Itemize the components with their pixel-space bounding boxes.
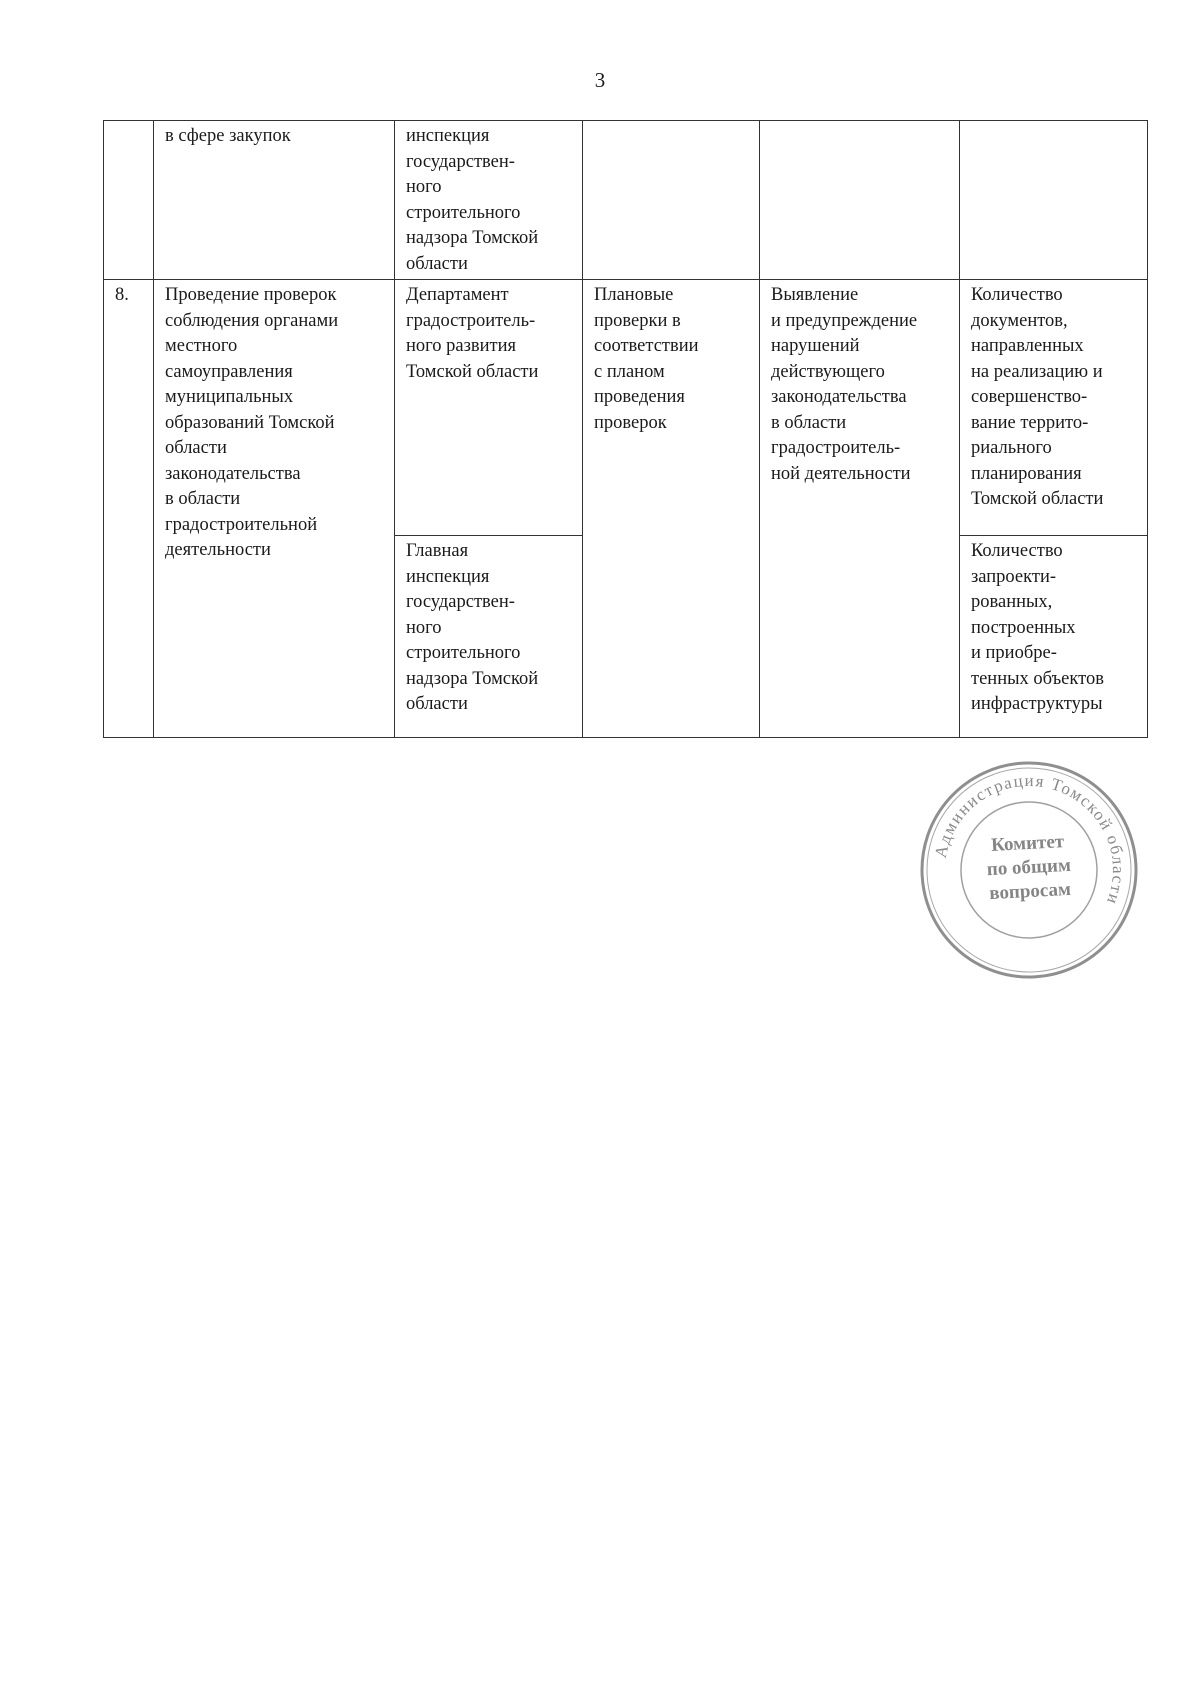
stamp-center-line-2: по общим xyxy=(986,854,1072,881)
cell-text-line: построенных xyxy=(971,617,1076,638)
cell-text-line: в области xyxy=(771,412,847,433)
table-row-8 xyxy=(104,280,1148,536)
cell-text-line: Количество xyxy=(971,541,1063,561)
cell-text-line: инспекция xyxy=(406,566,490,587)
cell-form xyxy=(583,121,760,280)
cell-text-line: и приобре- xyxy=(971,643,1057,663)
cell-result xyxy=(760,121,960,280)
cell-text-line: инфраструктуры xyxy=(971,694,1103,714)
cell-text-line: планирования xyxy=(971,463,1082,484)
cell-text-line: ного xyxy=(406,617,442,638)
cell-activity xyxy=(154,280,395,738)
cell-text-line: Количество xyxy=(971,285,1063,305)
official-stamp xyxy=(912,753,1145,986)
cell-text-line: инспекция xyxy=(406,126,490,146)
cell-text-line: ного развития xyxy=(406,336,517,356)
cell-text-line: запроекти- xyxy=(971,566,1057,587)
cell-text-line: строительного xyxy=(406,643,521,663)
cell-text-line: градостроитель- xyxy=(406,310,536,331)
cell-text-line: самоуправления xyxy=(165,361,293,382)
cell-text-line: вание террито- xyxy=(971,412,1089,433)
cell-text-line: соблюдения органами xyxy=(165,310,339,331)
cell-activity xyxy=(154,121,395,280)
cell-text-line: Главная xyxy=(406,541,469,561)
cell-text-line: деятельности xyxy=(165,540,271,560)
cell-text-line: градостроительной xyxy=(165,514,318,535)
cell-text-line: Департамент xyxy=(406,285,509,305)
cell-text-line: государствен- xyxy=(406,151,515,172)
cell-text-line: образований Томской xyxy=(165,412,335,433)
cell-indicator xyxy=(960,121,1148,280)
cell-text-line: на реализацию и xyxy=(971,361,1103,382)
activities-table xyxy=(103,120,1148,738)
cell-text-line: области xyxy=(406,694,468,714)
cell-indicator-2 xyxy=(960,536,1148,738)
cell-text-line: совершенство- xyxy=(971,387,1088,407)
cell-text-line: действующего xyxy=(771,361,885,382)
cell-text-line: Томской области xyxy=(406,361,539,382)
cell-text-line: направленных xyxy=(971,336,1084,356)
cell-text-line: проверок xyxy=(594,412,667,433)
cell-indicator-1 xyxy=(960,280,1148,536)
cell-text-line: проверки в xyxy=(594,310,681,331)
cell-executor xyxy=(395,121,583,280)
cell-executor-1 xyxy=(395,280,583,536)
cell-text-line: надзора Томской xyxy=(406,228,539,248)
cell-text-line: нарушений xyxy=(771,336,860,356)
cell-text-line: в области xyxy=(165,489,241,509)
cell-text-line: государствен- xyxy=(406,592,515,612)
cell-result xyxy=(760,280,960,738)
cell-text-line: законодательства xyxy=(165,463,301,484)
cell-text-line: Плановые xyxy=(594,285,674,305)
page-number: 3 xyxy=(594,68,606,92)
stamp-ring-text: Администрация Томской области xyxy=(930,770,1129,908)
cell-text-line: документов, xyxy=(971,310,1068,331)
cell-text-line: области xyxy=(406,253,468,274)
cell-text-line: местного xyxy=(165,336,238,356)
cell-number: 8. xyxy=(104,280,154,738)
cell-text-line: строительного xyxy=(406,202,521,223)
cell-text-line: и предупреждение xyxy=(771,310,918,331)
cell-form xyxy=(583,280,760,738)
cell-text-line: муниципальных xyxy=(165,387,294,407)
cell-text-line: рованных, xyxy=(971,592,1053,612)
stamp-center-line-3: вопросам xyxy=(988,878,1072,905)
cell-text-line: риального xyxy=(971,438,1052,458)
cell-text-line: ного xyxy=(406,177,442,197)
stamp-center-line-1: Комитет xyxy=(990,831,1065,856)
cell-text-line: ной деятельности xyxy=(771,463,911,484)
cell-text-line: Проведение проверок xyxy=(165,285,337,305)
cell-text-line: законодательства xyxy=(771,387,907,407)
cell-text-line: соответствии xyxy=(594,336,699,356)
cell-text-line: в сфере закупок xyxy=(165,126,291,146)
cell-text-line: области xyxy=(165,438,227,458)
cell-number xyxy=(104,121,154,280)
table-row-continued xyxy=(104,121,1148,280)
cell-text-line: надзора Томской xyxy=(406,668,539,689)
cell-text-line: тенных объектов xyxy=(971,668,1104,689)
cell-executor-2 xyxy=(395,536,583,738)
cell-text-line: проведения xyxy=(594,387,685,407)
cell-text-line: Выявление xyxy=(771,285,859,305)
cell-text-line: градостроитель- xyxy=(771,438,901,458)
cell-text-line: с планом xyxy=(594,361,665,382)
cell-text-line: Томской области xyxy=(971,489,1104,509)
